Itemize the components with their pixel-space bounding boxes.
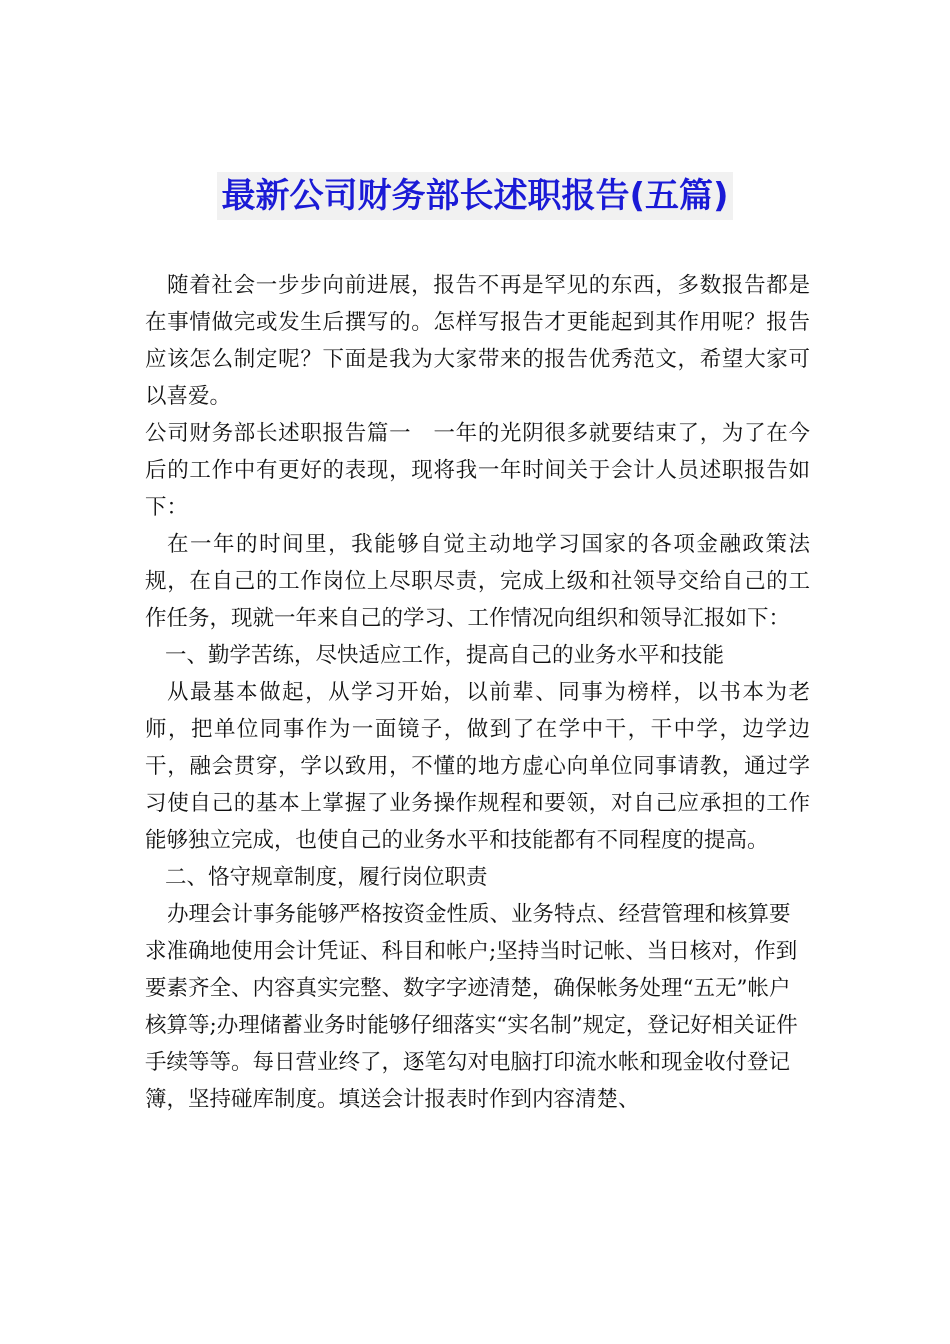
section-heading-two: 二、恪守规章制度，履行岗位职责	[165, 865, 488, 890]
study-summary-paragraph: 在一年的时间里，我能够自觉主动地学习国家的各项金融政策法规，在自己的工作岗位上尽职尽责，完成上级和社领导交给自己的工作任务，现就一年来自己的学习、工作情况向组织和领导汇报如下：	[145, 532, 810, 631]
section-one-paragraph: 从最基本做起，从学习开始，以前辈、同事为榜样，以书本为老师，把单位同事作为一面镜子，做到了在学中干，干中学，边学边干，融会贯穿，学以致用，不懂的地方虚心向单位同事请教，通过学习使自己的基本上掌握了业务操作规程和要领，对自己应承担的工作能够独立完成，也使自己的业务水平和技能都有不同程度的提高。	[145, 680, 810, 853]
document-title: 最新公司财务部长述职报告(五篇)	[217, 172, 732, 220]
document-body	[145, 267, 810, 1118]
section-heading-one: 一、勤学苦练，尽快适应工作，提高自己的业务水平和技能	[165, 643, 725, 668]
report-one-opening-paragraph: 公司财务部长述职报告篇一 一年的光阴很多就要结束了，为了在今后的工作中有更好的表现，现将我一年时间关于会计人员述职报告如下：	[145, 421, 810, 520]
section-two-paragraph: 办理会计事务能够严格按资金性质、业务特点、经营管理和核算要求准确地使用会计凭证、科目和帐户;坚持当时记帐、当日核对，作到要素齐全、内容真实完整、数字字迹清楚，确保帐务处理“五无”帐户核算等;办理储蓄业务时能够仔细落实“实名制”规定，登记好相关证件手续等等。每日营业终了，逐笔勾对电脑打印流水帐和现金收付登记簿，坚持碰库制度。填送会计报表时作到内容清楚、	[145, 902, 798, 1112]
title-container	[0, 172, 950, 220]
intro-paragraph: 随着社会一步步向前进展，报告不再是罕见的东西，多数报告都是在事情做完或发生后撰写的。怎样写报告才更能起到其作用呢？报告应该怎么制定呢？下面是我为大家带来的报告优秀范文，希望大家可以喜爱。	[145, 273, 810, 409]
